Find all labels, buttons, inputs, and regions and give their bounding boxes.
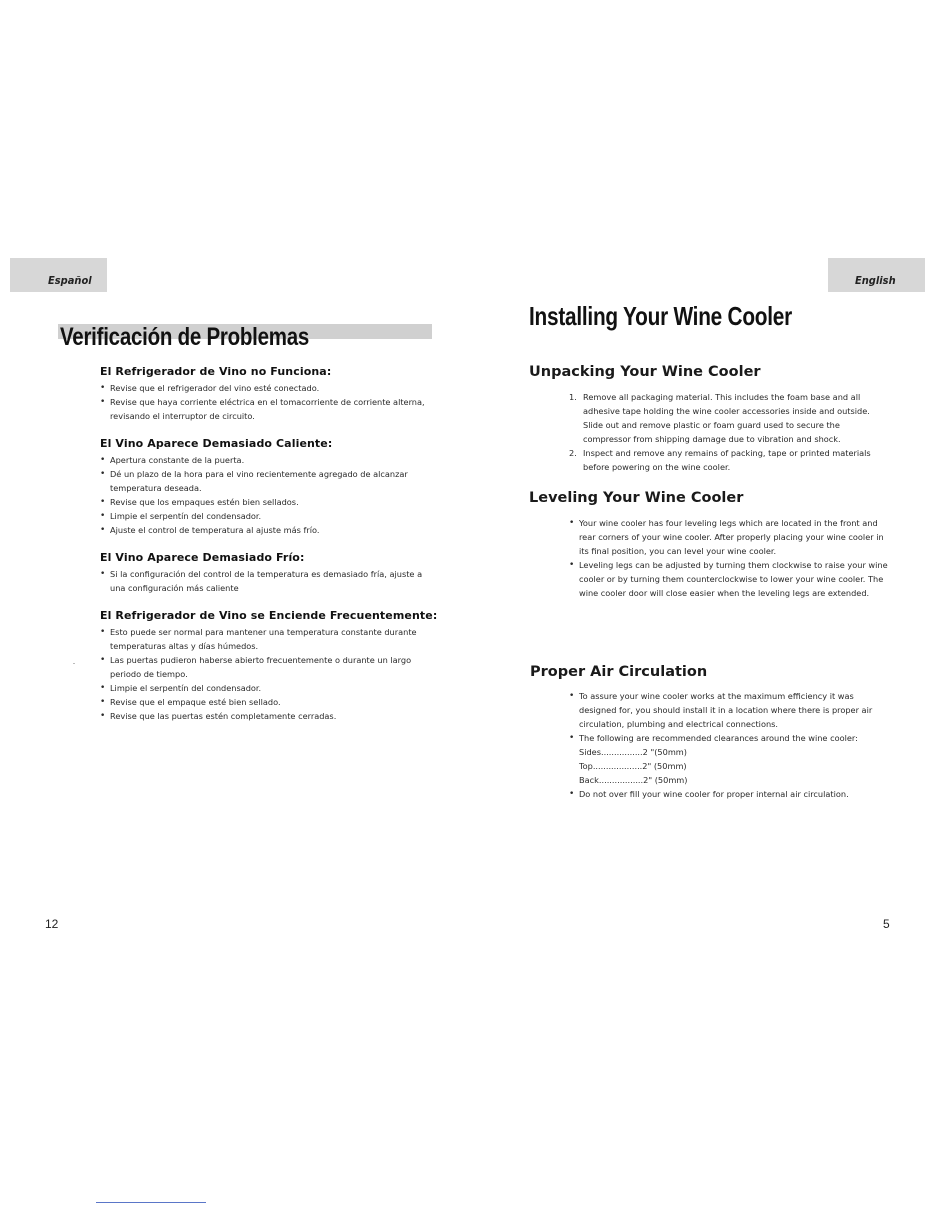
list-item: 2. Inspect and remove any remains of packing, tape or printed materials before powering on the wine cooler.	[569, 448, 871, 472]
list-item: • To assure your wine cooler works at the maximum efficiency it was designed for, you should install it in a location where there is proper air circulation, plumbing and electrical connections.	[569, 691, 873, 729]
troubleshooting-column	[100, 365, 440, 737]
footer-link-underline	[96, 1202, 206, 1203]
list-item: • Revise que las puertas estén completamente cerradas.	[100, 711, 337, 721]
list-item: • Revise que el refrigerador del vino esté conectado.	[100, 383, 320, 393]
section-frecuente	[100, 609, 440, 723]
section-frio	[100, 551, 440, 595]
list-item: • Revise que el empaque esté bien sellado.	[100, 697, 281, 707]
list-item: • Limpie el serpentín del condensador.	[100, 511, 262, 521]
list-item: • Limpie el serpentín del condensador.	[100, 683, 262, 693]
list-item: • Apertura constante de la puerta.	[100, 455, 245, 465]
section-heading-leveling: Leveling Your Wine Cooler	[529, 490, 744, 506]
scan-speck	[73, 663, 75, 664]
language-tab-label: English	[855, 274, 896, 287]
list-item: • Your wine cooler has four leveling legs which are located in the front and rear corners of your wine cooler. After properly placing your wine cooler in its final position, you can level your wine cooler.	[569, 518, 884, 556]
list-item: • Ajuste el control de temperatura al ajuste más frío.	[100, 525, 320, 535]
list-item: • Leveling legs can be adjusted by turning them clockwise to raise your wine cooler or by turning them counterclockwise to lower your wine cooler. The wine cooler door will close easier when the leveling legs are extended.	[569, 560, 888, 598]
page-title-english: Installing Your Wine Cooler	[529, 301, 792, 331]
list-item: • Revise que haya corriente eléctrica en el tomacorriente de corriente alterna, revisando el interruptor de circuito.	[100, 397, 425, 421]
leveling-list	[569, 516, 891, 600]
list-item: • Revise que los empaques estén bien sellados.	[100, 497, 299, 507]
list-item: • Si la configuración del control de la temperatura es demasiado fría, ajuste a una configuración más caliente	[100, 569, 423, 593]
section-heading-air-circulation: Proper Air Circulation	[530, 664, 708, 680]
clearance-table	[579, 745, 885, 787]
language-tab-label: Español	[48, 274, 92, 287]
clearance-row-top: Top ................... 2" (50mm)	[579, 761, 687, 771]
section-caliente	[100, 437, 440, 537]
unpacking-list	[569, 390, 889, 474]
language-tab-spanish	[10, 258, 107, 292]
page-number-left: 12	[45, 917, 59, 931]
section-heading: El Refrigerador de Vino se Enciende Frecuentemente:	[100, 609, 438, 622]
list-item: • Dé un plazo de la hora para el vino recientemente agregado de alcanzar temperatura deseada.	[100, 469, 408, 493]
section-heading-unpacking: Unpacking Your Wine Cooler	[529, 364, 761, 380]
page-title-spanish: Verificación de Problemas	[60, 323, 310, 351]
list-item: • Las puertas pudieron haberse abierto frecuentemente o durante un largo periodo de tiempo.	[100, 655, 412, 679]
list-item: • Esto puede ser normal para mantener una temperatura constante durante temperaturas altas y días húmedos.	[100, 627, 417, 651]
list-item: • The following are recommended clearances around the wine cooler: Sides ................ 2 "(50mm) Top ................... 2" (50mm) Back ................. 2" (50mm)	[569, 731, 885, 787]
clearance-row-sides: Sides ................ 2 "(50mm)	[579, 747, 687, 757]
language-tab-english	[828, 258, 925, 292]
list-item: 1. Remove all packaging material. This includes the foam base and all adhesive tape holding the wine cooler accessories inside and outside. Slide out and remove plastic or foam guard used to secure the compressor from shipping damage due to vibration and shock.	[569, 392, 870, 444]
section-heading: El Vino Aparece Demasiado Frío:	[100, 551, 305, 564]
section-heading: El Refrigerador de Vino no Funciona:	[100, 365, 332, 378]
clearance-row-back: Back ................. 2" (50mm)	[579, 775, 688, 785]
air-circulation-list	[569, 689, 885, 801]
section-heading: El Vino Aparece Demasiado Caliente:	[100, 437, 333, 450]
page-number-right: 5	[883, 917, 890, 931]
section-no-funciona	[100, 365, 440, 423]
list-item: • Do not over fill your wine cooler for proper internal air circulation.	[569, 789, 849, 799]
